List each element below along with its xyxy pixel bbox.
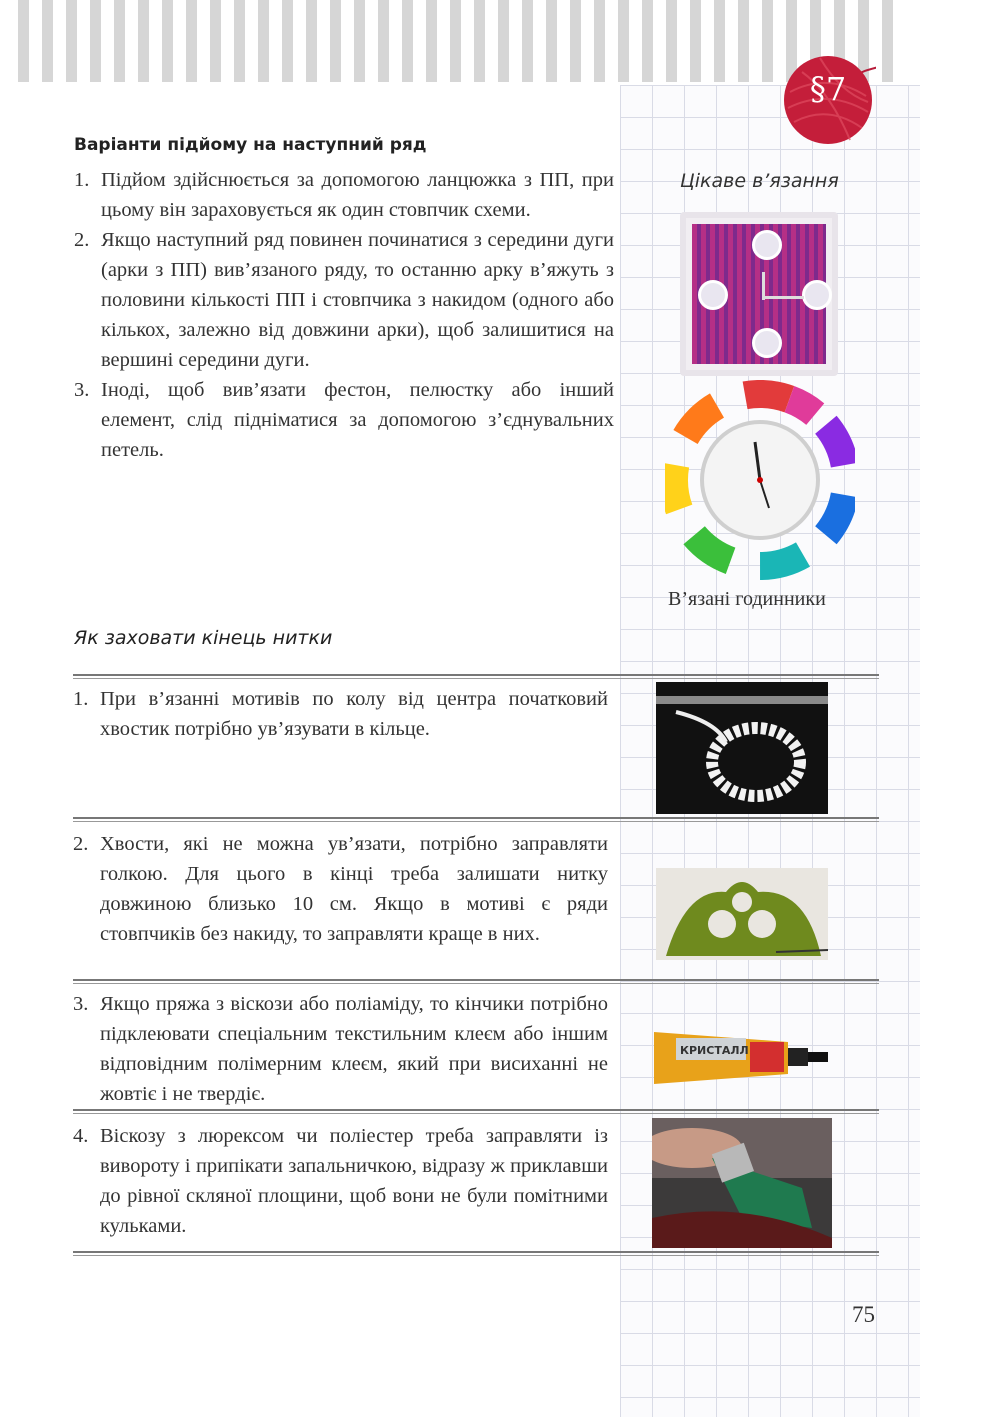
table-rule <box>73 1109 879 1114</box>
item-number: 3. <box>74 379 90 401</box>
item-number: 4. <box>73 1125 89 1147</box>
sidebar-caption: В’язані годинники <box>668 588 826 610</box>
list-item <box>74 225 614 375</box>
table-rule <box>73 817 879 822</box>
table-rule <box>73 979 879 984</box>
sidebar-title: Цікаве в’язання <box>680 170 839 192</box>
item-number: 3. <box>73 993 89 1015</box>
section-heading-lifting: Варіанти підйому на наступний ряд <box>74 135 427 155</box>
item-number: 2. <box>73 833 89 855</box>
item-text: Якщо пряжа з віскози або поліаміду, то кінчики потрібно підклеювати спеціальним текстильним клеєм або іншим відповідним полімерним клеєм, який при висиханні не жовтіє і не твердіє. <box>100 993 608 1105</box>
table-rule <box>73 674 879 679</box>
item-number: 1. <box>74 169 90 191</box>
knitted-square-clock-image <box>680 212 838 376</box>
item-text: Хвости, які не можна ув’язати, потрібно заправляти голкою. Для цього в кінці треба залишати нитку довжиною близько 10 см. Якщо в мотиві є ряди стовпчиків без накиду, то заправляти краще в них. <box>100 833 608 945</box>
item-number: 2. <box>74 229 90 251</box>
glue-tube-photo <box>654 1028 830 1088</box>
item-number: 1. <box>73 688 89 710</box>
item-text: Іноді, щоб вив’язати фестон, пелюстку або інший елемент, слід підніматися за допомогою з’єднувальних петель. <box>101 379 614 461</box>
item-text: Якщо наступний ряд повинен починатися з середини дуги (арки з ПП) вив’язаного ряду, то останню арку в’яжуть з половини кількості ПП і стовпчика з накидом (одного або кількох, залежно від довжини арки), щоб залишитися на вершині середини дуги. <box>101 229 614 371</box>
list-item <box>74 165 614 225</box>
section-heading-thread-end: Як заховати кінець нитки <box>74 627 333 649</box>
rainbow-mice-clock-image <box>665 380 855 580</box>
glue-tube-label: КРИСТАЛЛ <box>680 1044 749 1057</box>
item-text: Віскозу з люрексом чи поліестер треба заправляти із вивороту і припікати запальничкою, відразу ж приклавши до рівної скляної площини, щоб вони не були помітними кульками. <box>100 1125 608 1237</box>
green-motif-needle-photo <box>656 868 828 960</box>
section-number: §7 <box>809 70 847 108</box>
item-text: Підйом здійснюється за допомогою ланцюжка з ПП, при цьому він зараховується як один стовпчик схеми. <box>101 169 614 221</box>
table-rule <box>73 1251 879 1256</box>
lifting-variants-list <box>74 165 614 465</box>
page-number: 75 <box>852 1302 875 1327</box>
item-text: При в’язанні мотивів по колу від центра початковий хвостик потрібно ув’язувати в кільце. <box>100 688 608 740</box>
crochet-ring-photo <box>656 682 828 814</box>
lighter-photo <box>652 1118 832 1248</box>
list-item <box>74 375 614 465</box>
